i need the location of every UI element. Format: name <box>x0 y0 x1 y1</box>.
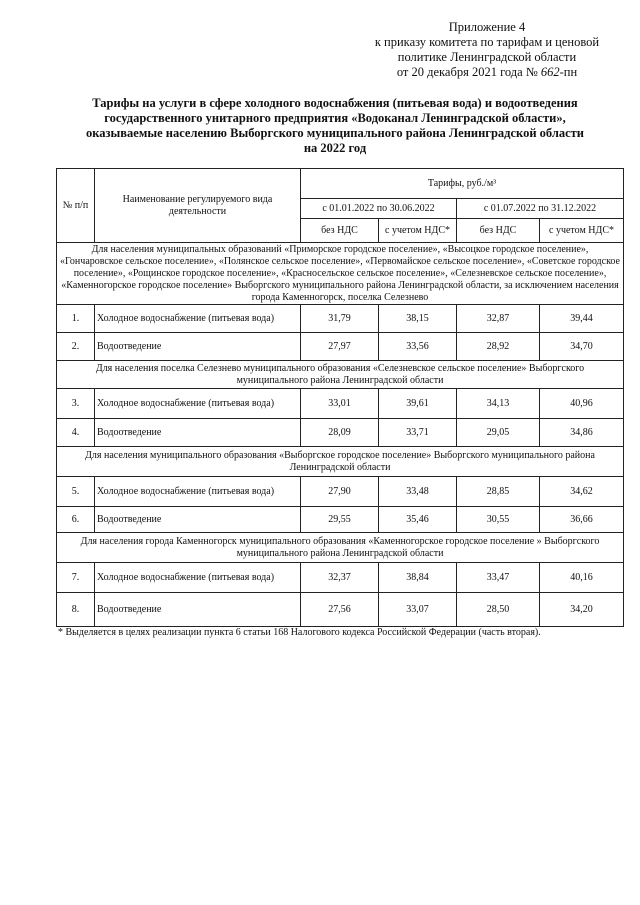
table-row <box>57 419 624 447</box>
row-p2-with-vat: 34,86 <box>540 419 624 447</box>
row-p2-with-vat: 34,62 <box>540 477 624 507</box>
title-line-2: государственного унитарного предприятия «Водоканал Ленинградской области», <box>104 111 566 125</box>
table-row <box>57 305 624 333</box>
row-number: 8. <box>57 593 95 627</box>
row-p2-with-vat: 40,16 <box>540 563 624 593</box>
row-p1-no-vat: 27,90 <box>301 477 379 507</box>
group-caption: Для населения поселка Селезнево муниципального образования «Селезневское сельское поселение» Выборгского муниципального района Ленинградской области <box>57 361 624 389</box>
row-number: 3. <box>57 389 95 419</box>
table-row <box>57 563 624 593</box>
row-service: Холодное водоснабжение (питьевая вода) <box>95 563 301 593</box>
title-line-4: на 2022 год <box>303 141 367 155</box>
row-p1-with-vat: 38,84 <box>379 563 457 593</box>
row-number: 7. <box>57 563 95 593</box>
row-number: 4. <box>57 419 95 447</box>
title-line-1: Тарифы на услуги в сфере холодного водоснабжения (питьевая вода) и водоотведения <box>92 96 578 110</box>
row-p1-no-vat: 27,56 <box>301 593 379 627</box>
group-caption: Для населения города Каменногорск муниципального образования «Каменногорское городское поселение » Выборгского муниципального района Ленинградской области <box>57 533 624 563</box>
row-p1-no-vat: 29,55 <box>301 507 379 533</box>
row-p1-no-vat: 31,79 <box>301 305 379 333</box>
row-number: 6. <box>57 507 95 533</box>
table-row <box>57 507 624 533</box>
row-p1-with-vat: 35,46 <box>379 507 457 533</box>
vat-footnote: * Выделяется в целях реализации пункта 6 статьи 168 Налогового кодекса Российской Федерации (часть вторая). <box>58 627 541 638</box>
row-service: Водоотведение <box>95 419 301 447</box>
tariff-table <box>56 168 624 627</box>
row-p2-no-vat: 28,50 <box>457 593 540 627</box>
row-service: Холодное водоснабжение (питьевая вода) <box>95 389 301 419</box>
row-p2-no-vat: 29,05 <box>457 419 540 447</box>
row-p1-with-vat: 38,15 <box>379 305 457 333</box>
row-p2-no-vat: 32,87 <box>457 305 540 333</box>
header-period-1: с 01.01.2022 по 30.06.2022 <box>301 199 457 219</box>
appendix-order-suffix: -пн <box>559 65 578 79</box>
row-p1-no-vat: 32,37 <box>301 563 379 593</box>
row-number: 5. <box>57 477 95 507</box>
header-p1-with-vat: с учетом НДС* <box>379 219 457 243</box>
table-row <box>57 477 624 507</box>
row-service: Водоотведение <box>95 593 301 627</box>
row-p2-with-vat: 36,66 <box>540 507 624 533</box>
table-row <box>57 389 624 419</box>
row-p2-with-vat: 34,20 <box>540 593 624 627</box>
row-p2-with-vat: 40,96 <box>540 389 624 419</box>
header-p2-no-vat: без НДС <box>457 219 540 243</box>
row-p1-no-vat: 33,01 <box>301 389 379 419</box>
row-p2-with-vat: 39,44 <box>540 305 624 333</box>
row-number: 2. <box>57 333 95 361</box>
appendix-order-number: 662 <box>540 65 560 79</box>
row-p2-with-vat: 34,70 <box>540 333 624 361</box>
header-period-2: с 01.07.2022 по 31.12.2022 <box>457 199 624 219</box>
title-line-3: оказываемые населению Выборгского муниципального района Ленинградской области <box>85 126 585 140</box>
row-p2-no-vat: 30,55 <box>457 507 540 533</box>
appendix-authority: политике Ленинградской области <box>397 50 577 64</box>
row-service: Холодное водоснабжение (питьевая вода) <box>95 305 301 333</box>
row-p1-no-vat: 27,97 <box>301 333 379 361</box>
appendix-label: Приложение 4 <box>448 20 526 34</box>
row-p1-with-vat: 33,07 <box>379 593 457 627</box>
row-service: Холодное водоснабжение (питьевая вода) <box>95 477 301 507</box>
document-title <box>50 96 620 156</box>
row-p2-no-vat: 28,92 <box>457 333 540 361</box>
row-p2-no-vat: 34,13 <box>457 389 540 419</box>
group-caption: Для населения муниципального образования «Выборгское городское поселение» Выборгского муниципального района Ленинградской области <box>57 447 624 477</box>
header-p1-no-vat: без НДС <box>301 219 379 243</box>
row-number: 1. <box>57 305 95 333</box>
appendix-block <box>352 20 622 80</box>
row-p1-with-vat: 33,71 <box>379 419 457 447</box>
row-service: Водоотведение <box>95 507 301 533</box>
table-row <box>57 593 624 627</box>
row-p1-with-vat: 33,56 <box>379 333 457 361</box>
header-number: № п/п <box>57 169 95 243</box>
appendix-order-ref: к приказу комитета по тарифам и ценовой <box>374 35 600 49</box>
row-p1-with-vat: 33,48 <box>379 477 457 507</box>
group-caption: Для населения муниципальных образований «Приморское городское поселение», «Высоцкое городское поселение», «Гончаровское сельское поселение», «Полянское сельское поселение», «Первомайское сельское поселение», «Советское городское поселение», «Рощинское городское поселение», «Красносельское сельское поселение», «Селезневское сельское поселение», «Каменногорское городское поселение» Выборгского муниципального района Ленинградской области, за исключением населения города Каменногорск, поселка Селезнево <box>57 243 624 305</box>
row-service: Водоотведение <box>95 333 301 361</box>
header-p2-with-vat: с учетом НДС* <box>540 219 624 243</box>
row-p2-no-vat: 28,85 <box>457 477 540 507</box>
table-row <box>57 333 624 361</box>
header-tariffs: Тарифы, руб./м³ <box>301 169 624 199</box>
appendix-date-line <box>352 65 622 80</box>
header-service: Наименование регулируемого вида деятельности <box>95 169 301 243</box>
appendix-date: от 20 декабря 2021 года № <box>396 65 538 79</box>
row-p1-with-vat: 39,61 <box>379 389 457 419</box>
row-p2-no-vat: 33,47 <box>457 563 540 593</box>
row-p1-no-vat: 28,09 <box>301 419 379 447</box>
